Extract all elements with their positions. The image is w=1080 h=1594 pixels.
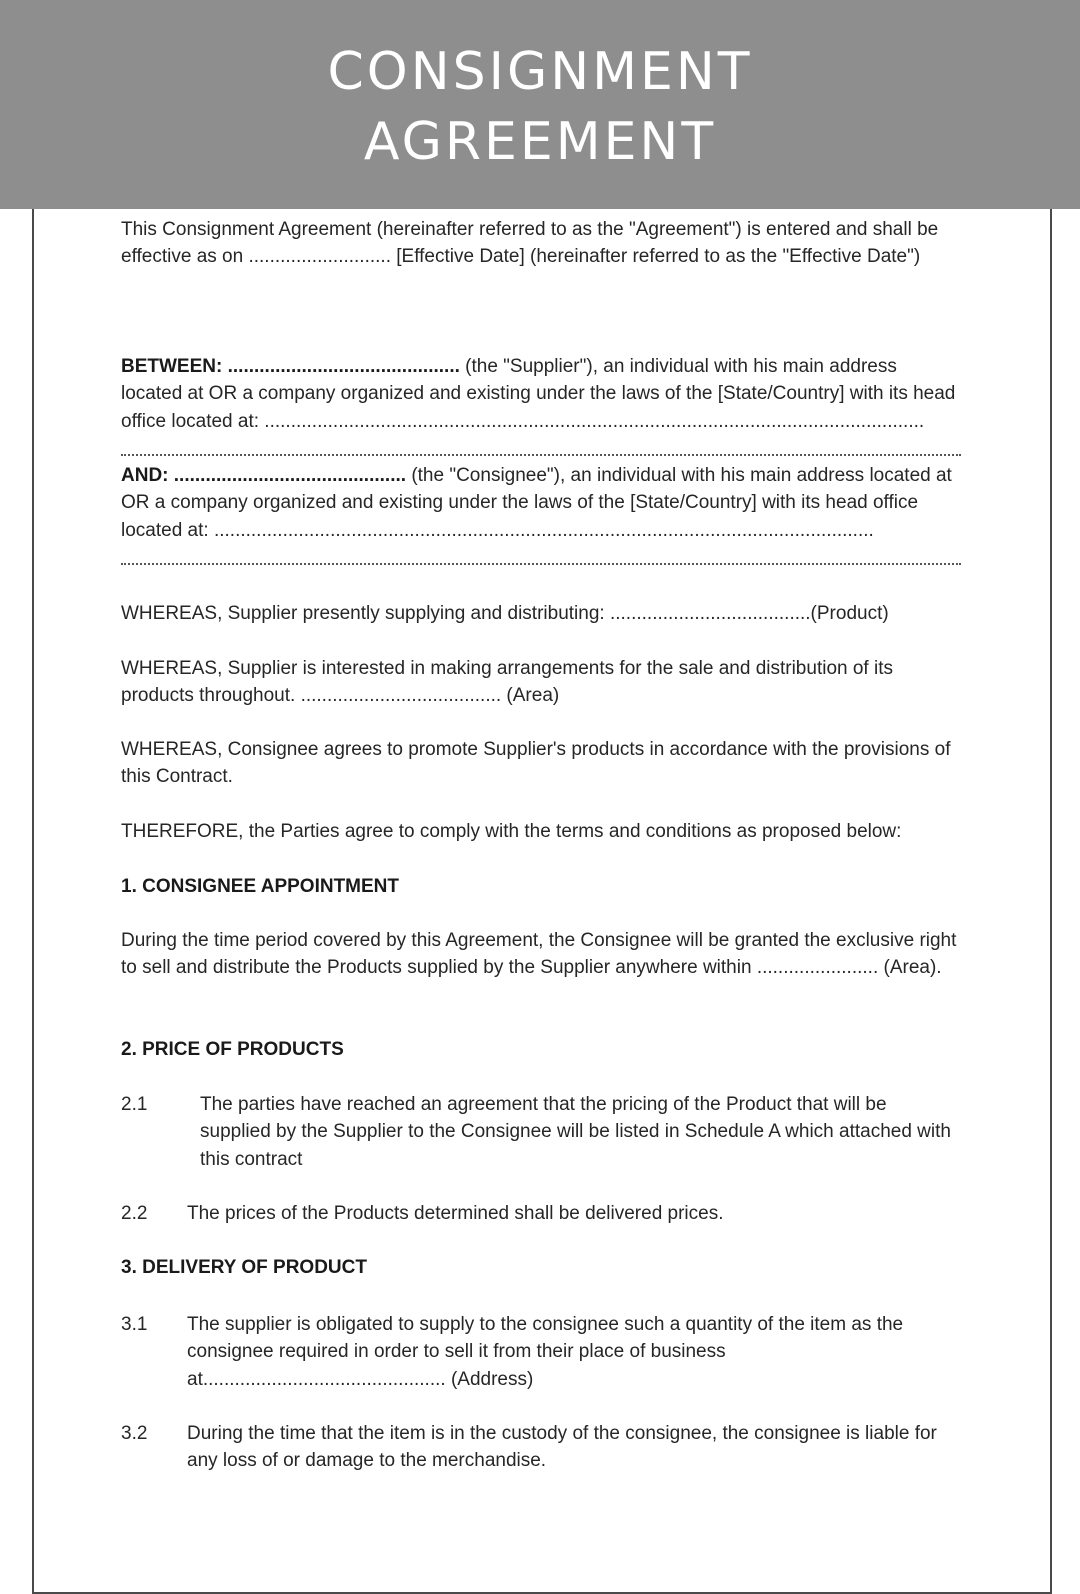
and-text: (the "Consignee"), an individual with his main address located at OR a company organized and existing under the laws of the [State/Country] with its head office located at: ............................................................................................................................. <box>121 465 952 541</box>
between-text: (the "Supplier"), an individual with his main address located at OR a company organized and existing under the laws of the [State/Country] with its head office located at: ............................................................................................................................. <box>121 356 956 432</box>
whereas-paragraph-1: WHEREAS, Supplier presently supplying and distributing: ......................................(Product) <box>121 603 889 624</box>
section-1-heading: 1. CONSIGNEE APPOINTMENT <box>121 876 399 897</box>
whereas-paragraph-3: WHEREAS, Consignee agrees to promote Supplier's products in accordance with the provisions of this Contract. <box>121 739 951 788</box>
and-label: AND: ............................................ <box>121 465 407 486</box>
between-dotted-line <box>121 453 961 456</box>
clause-2-1-number: 2.1 <box>121 1094 148 1115</box>
and-paragraph <box>121 462 961 544</box>
banner-title-line-2: AGREEMENT <box>363 112 717 172</box>
section-1-text: During the time period covered by this Agreement, the Consignee will be granted the exclusive right to sell and distribute the Products supplied by the Supplier anywhere within ....................... (Area). <box>121 930 957 979</box>
clause-2-2-text: The prices of the Products determined shall be delivered prices. <box>187 1203 724 1224</box>
intro-paragraph: This Consignment Agreement (hereinafter referred to as the "Agreement") is entered and shall be effective as on ........................... [Effective Date] (hereinafter referred to as the "Effective Date") <box>121 219 939 268</box>
clause-2-1-text: The parties have reached an agreement that the pricing of the Product that will be supplied by the Supplier to the Consignee will be listed in Schedule A which attached with this contract <box>200 1094 951 1170</box>
clause-3-1-number: 3.1 <box>121 1314 148 1335</box>
title-banner <box>0 0 1080 209</box>
clause-3-2-text: During the time that the item is in the custody of the consignee, the consignee is liable for any loss of or damage to the merchandise. <box>187 1423 937 1472</box>
clause-3-1-text: The supplier is obligated to supply to the consignee such a quantity of the item as the consignee required in order to sell it from their place of business at.............................................. (Address) <box>187 1314 904 1390</box>
and-dotted-line <box>121 562 961 565</box>
banner-title-line-1: CONSIGNMENT <box>327 42 753 102</box>
between-paragraph <box>121 353 961 435</box>
clause-2-2-number: 2.2 <box>121 1203 148 1224</box>
whereas-paragraph-2: WHEREAS, Supplier is interested in making arrangements for the sale and distribution of its products throughout. ...................................... (Area) <box>121 658 893 707</box>
clause-3-2-number: 3.2 <box>121 1423 148 1444</box>
therefore-paragraph: THEREFORE, the Parties agree to comply with the terms and conditions as proposed below: <box>121 821 902 842</box>
section-2-heading: 2. PRICE OF PRODUCTS <box>121 1039 344 1060</box>
section-3-heading: 3. DELIVERY OF PRODUCT <box>121 1257 367 1278</box>
between-label: BETWEEN: ............................................ <box>121 356 460 377</box>
